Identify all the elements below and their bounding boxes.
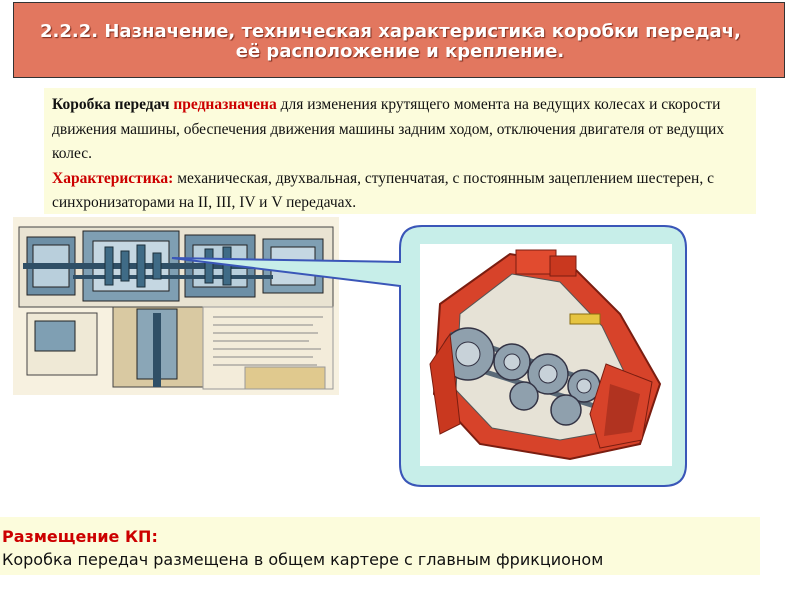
gearbox-schematic-drawing [13, 217, 339, 395]
gearbox-cutaway-illustration [420, 244, 672, 466]
page-title-line-2: её расположение и крепление. [235, 41, 565, 62]
placement-title: Размещение КП: [2, 527, 158, 546]
description-box [44, 88, 756, 214]
purpose-text: для изменения крутящего момента на ведущих колесах и скорости движения машины, обеспечения движения машины задним ходом, отключения двигателя от ведущих колес. [52, 96, 725, 162]
characteristic-label: Характеристика: [52, 169, 174, 187]
characteristic-text: механическая, двухвальная, ступенчатая, с постоянным зацеплением шестерен, с синхронизаторами на II, III, IV и V передачах. [52, 169, 714, 211]
page-title-line-1: 2.2.2. Назначение, техническая характеристика коробки передач, [40, 21, 741, 42]
placement-text: Коробка передач размещена в общем картере с главным фрикционом [2, 550, 604, 569]
placement-box [0, 517, 760, 575]
characteristic-paragraph [52, 167, 750, 216]
purpose-keyword: предназначена [173, 96, 277, 113]
title-banner [13, 2, 785, 78]
purpose-paragraph [52, 93, 750, 167]
subject-term: Коробка передач [52, 96, 170, 113]
